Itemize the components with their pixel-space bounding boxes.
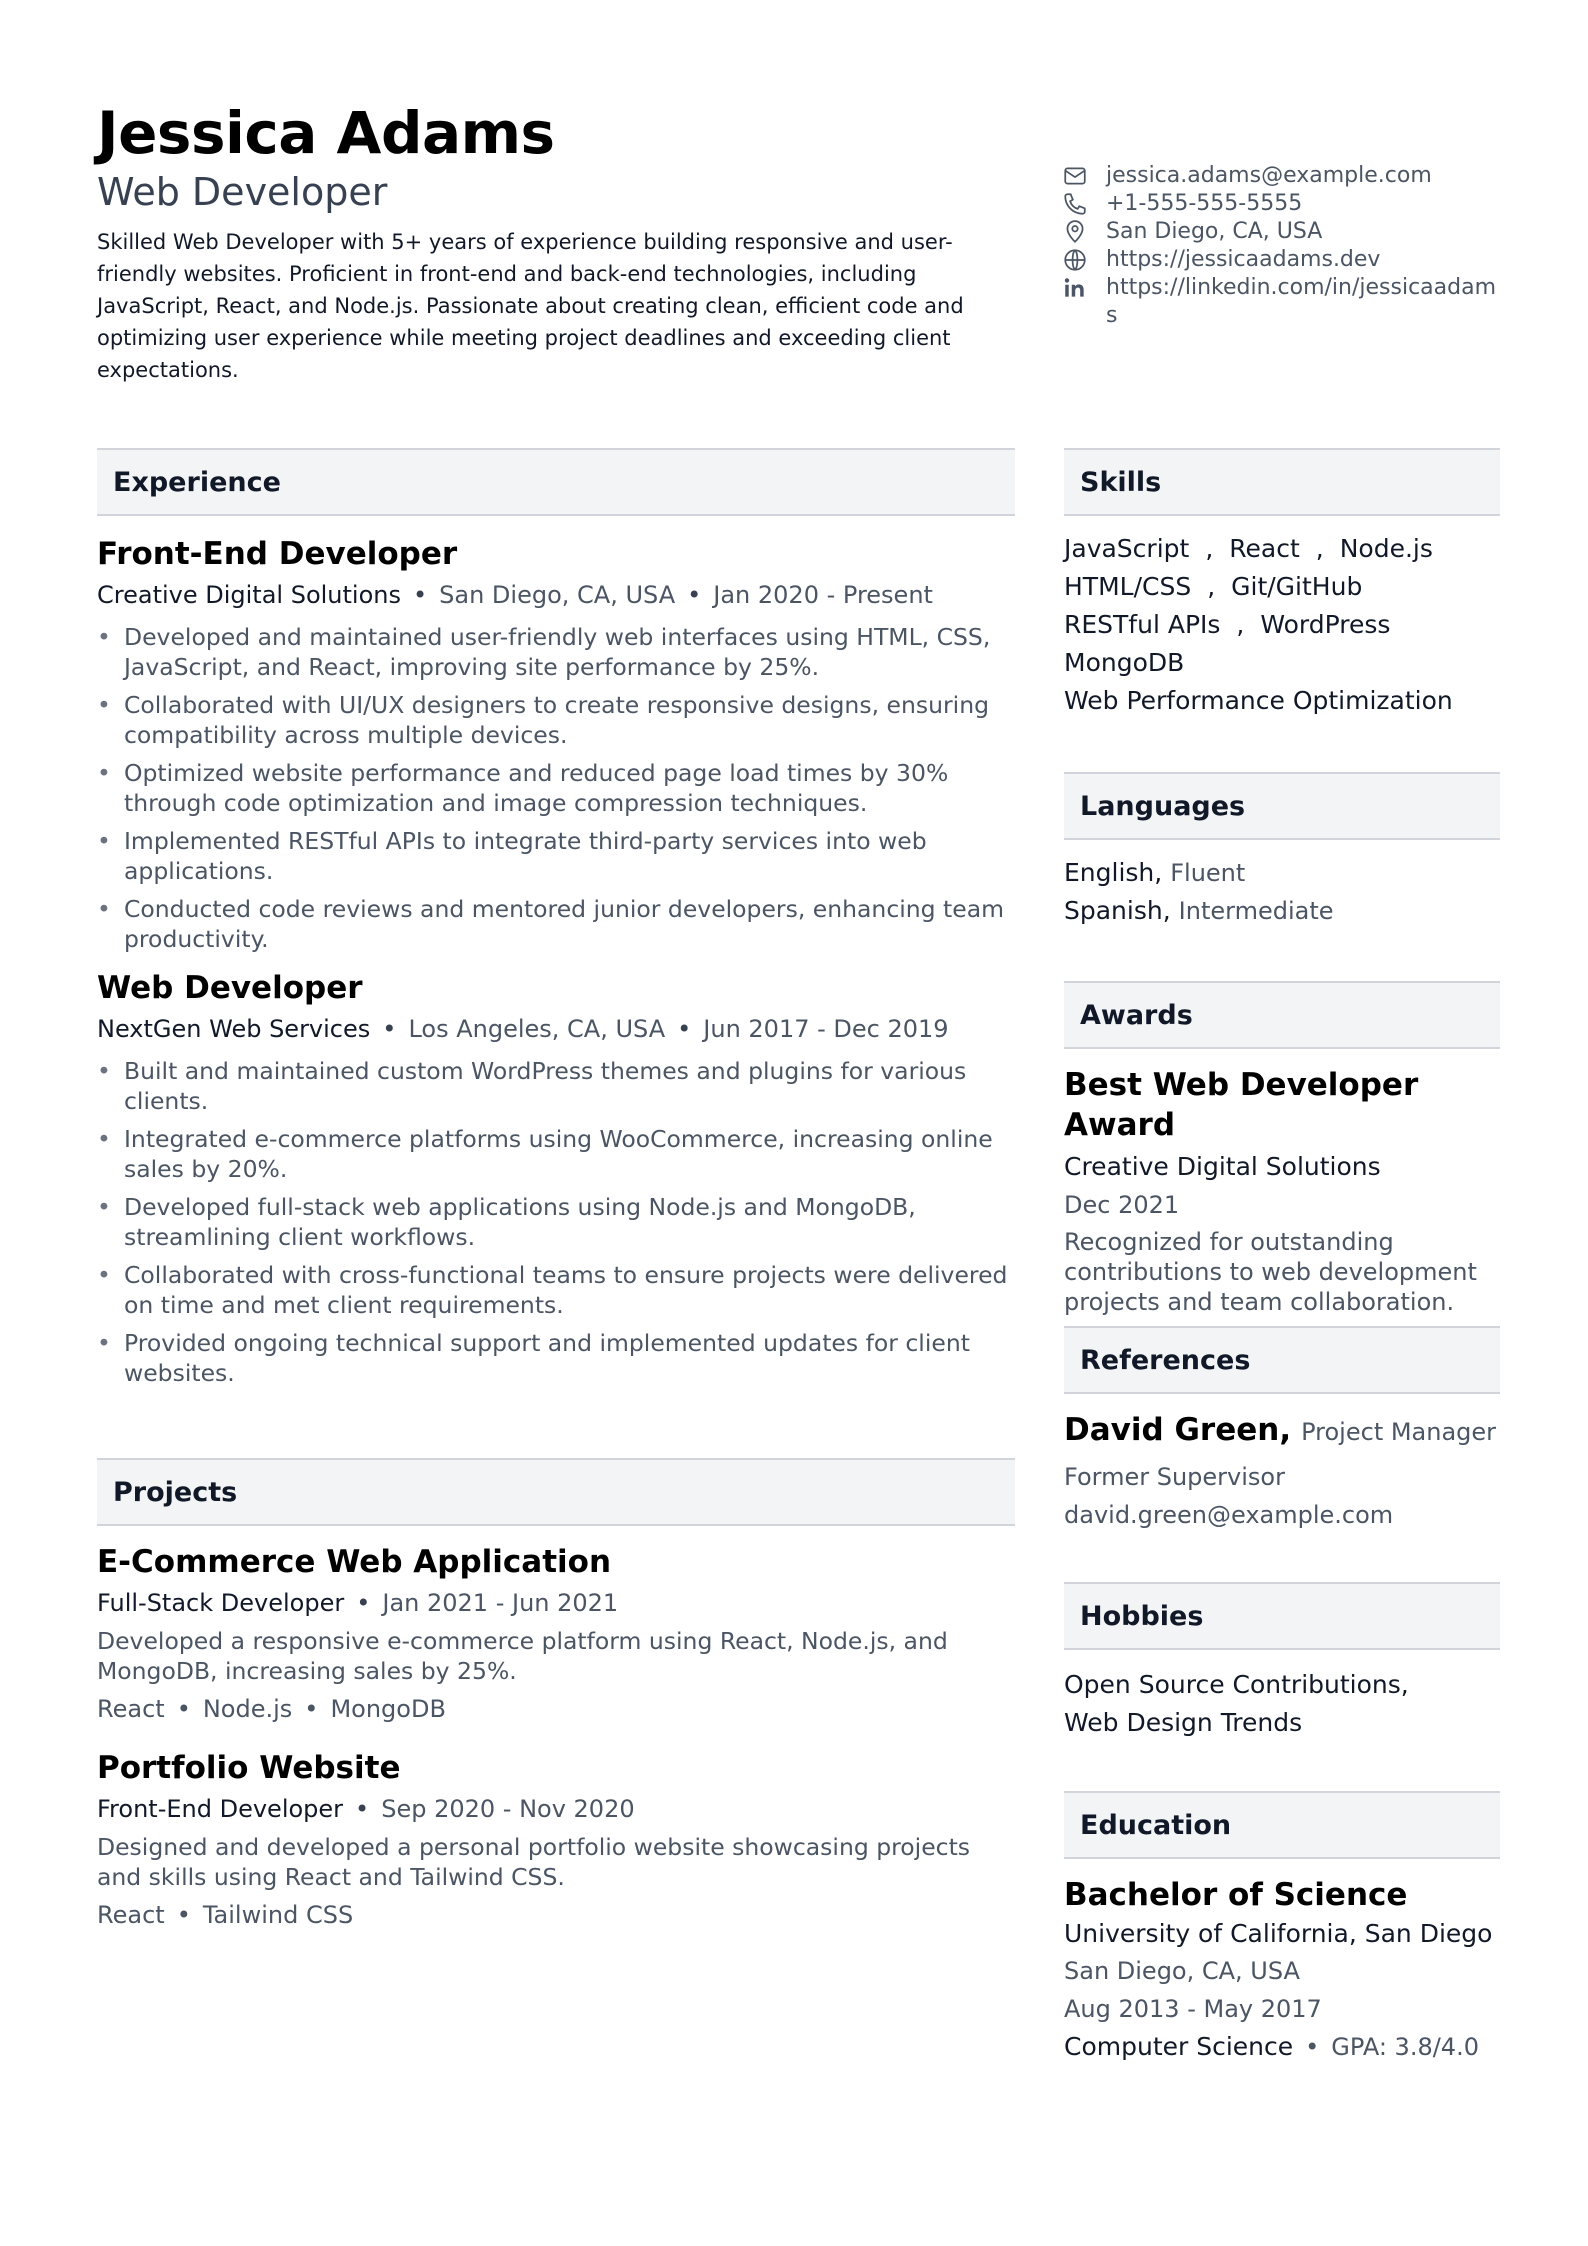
list-item: • Optimized website performance and reduced page load times by 30% through code optimization and image compression techniques. bbox=[97, 758, 1015, 818]
job-dates: Jan 2020 - Present bbox=[713, 581, 933, 609]
project-dates: Jan 2021 - Jun 2021 bbox=[382, 1589, 619, 1617]
education-degree: Bachelor of Science bbox=[1064, 1877, 1408, 1913]
experience-heading: Experience bbox=[97, 448, 1015, 516]
project-role: Full-Stack Developer bbox=[97, 1589, 345, 1617]
contact-website[interactable] bbox=[1062, 246, 1502, 274]
skills-heading: Skills bbox=[1064, 448, 1500, 516]
hobbies-section bbox=[1064, 1582, 1500, 1742]
skill-item: WordPress bbox=[1260, 610, 1391, 639]
project-tag: React bbox=[97, 1695, 165, 1723]
award-entry bbox=[1064, 1065, 1500, 1317]
list-item bbox=[1064, 606, 1500, 644]
list-item bbox=[1064, 682, 1500, 720]
contact-block bbox=[1062, 162, 1502, 330]
contact-phone-text: +1-555-555-5555 bbox=[1106, 191, 1303, 216]
skill-item: MongoDB bbox=[1064, 648, 1185, 677]
skill-separator: , bbox=[1236, 610, 1245, 639]
contact-location bbox=[1062, 218, 1502, 246]
project-tag: React bbox=[97, 1901, 165, 1929]
skill-item: Node.js bbox=[1339, 534, 1433, 563]
contact-email[interactable] bbox=[1062, 162, 1502, 190]
project-tags: React • Node.js • MongoDB bbox=[97, 1695, 446, 1723]
education-section bbox=[1064, 1791, 1500, 2066]
reference-position: Project Manager bbox=[1301, 1418, 1497, 1446]
list-item bbox=[1064, 892, 1500, 930]
list-item: • Collaborated with cross-functional teams to ensure projects were delivered on time and met client requirements. bbox=[97, 1260, 1015, 1320]
languages-heading: Languages bbox=[1064, 772, 1500, 840]
contact-email-text: jessica.adams@example.com bbox=[1106, 163, 1432, 188]
skill-item: Git/GitHub bbox=[1231, 572, 1363, 601]
awards-section bbox=[1064, 981, 1500, 1317]
contact-phone[interactable] bbox=[1062, 190, 1502, 218]
project-description: Designed and developed a personal portfolio website showcasing projects and skills using React and Tailwind CSS. bbox=[97, 1833, 971, 1891]
reference-relation: Former Supervisor bbox=[1064, 1463, 1285, 1491]
language-level: Fluent bbox=[1170, 859, 1246, 887]
list-item: • Integrated e-commerce platforms using WooCommerce, increasing online sales by 20%. bbox=[97, 1124, 1015, 1184]
languages-section bbox=[1064, 772, 1500, 930]
project-entry bbox=[97, 1748, 1015, 1932]
awards-heading: Awards bbox=[1064, 981, 1500, 1049]
education-entry bbox=[1064, 1875, 1500, 2066]
list-item: • Collaborated with UI/UX designers to create responsive designs, ensuring compatibility across multiple devices. bbox=[97, 690, 1015, 750]
list-item: • Developed and maintained user-friendly web interfaces using HTML, CSS, JavaScript, and React, improving site performance by 25%. bbox=[97, 622, 1015, 682]
experience-section bbox=[97, 448, 1015, 1396]
language-name: Spanish, bbox=[1064, 896, 1171, 925]
reference-name: David Green, bbox=[1064, 1412, 1292, 1448]
education-gpa: GPA: 3.8/4.0 bbox=[1331, 2033, 1479, 2061]
list-item: • Developed full-stack web applications using Node.js and MongoDB, streamlining client workflows. bbox=[97, 1192, 1015, 1252]
list-item bbox=[1064, 530, 1500, 568]
hobbies-list bbox=[1064, 1666, 1500, 1742]
list-item bbox=[1064, 644, 1500, 682]
linkedin-icon bbox=[1062, 274, 1092, 302]
candidate-role: Web Developer bbox=[97, 170, 388, 214]
skill-separator: , bbox=[1315, 534, 1324, 563]
skill-item: Web Performance Optimization bbox=[1064, 686, 1453, 715]
project-role: Front-End Developer bbox=[97, 1795, 344, 1823]
phone-icon bbox=[1062, 190, 1092, 218]
skill-separator: , bbox=[1205, 534, 1214, 563]
education-dates: Aug 2013 - May 2017 bbox=[1064, 1995, 1322, 2023]
hobbies-heading: Hobbies bbox=[1064, 1582, 1500, 1650]
job-bullets bbox=[97, 1056, 1015, 1388]
job-meta: NextGen Web Services • Los Angeles, CA, USA • Jun 2017 - Dec 2019 bbox=[97, 1015, 949, 1043]
award-description: Recognized for outstanding contributions to web development projects and team collaboration. bbox=[1064, 1228, 1477, 1316]
contact-linkedin[interactable] bbox=[1062, 274, 1502, 330]
list-item: • Built and maintained custom WordPress themes and plugins for various clients. bbox=[97, 1056, 1015, 1116]
job-bullets bbox=[97, 622, 1015, 954]
list-item: • Provided ongoing technical support and implemented updates for client websites. bbox=[97, 1328, 1015, 1388]
languages-list bbox=[1064, 854, 1500, 930]
mail-icon bbox=[1062, 162, 1092, 190]
education-school: University of California, San Diego bbox=[1064, 1919, 1493, 1948]
list-item: • Conducted code reviews and mentored junior developers, enhancing team productivity. bbox=[97, 894, 1015, 954]
skill-item: React bbox=[1229, 534, 1300, 563]
candidate-name: Jessica Adams bbox=[97, 99, 555, 167]
list-item: Open Source Contributions, bbox=[1064, 1670, 1409, 1699]
list-item: Web Design Trends bbox=[1064, 1708, 1303, 1737]
education-field-row: Computer Science • GPA: 3.8/4.0 bbox=[1064, 2032, 1479, 2061]
projects-section bbox=[97, 1458, 1015, 1932]
summary-text: Skilled Web Developer with 5+ years of experience building responsive and user-friendly websites. Proficient in front-end and back-end technologies, including JavaScript, React, and Node.js. Passionate about creating clean, efficient code and optimizing user experience while meeting project deadlines and exceeding client expectations. bbox=[97, 230, 964, 382]
list-item bbox=[1064, 854, 1500, 892]
project-title: Portfolio Website bbox=[97, 1750, 401, 1786]
job-dates: Jun 2017 - Dec 2019 bbox=[703, 1015, 949, 1043]
language-name: English, bbox=[1064, 858, 1163, 887]
project-tag: MongoDB bbox=[330, 1695, 446, 1723]
reference-entry bbox=[1064, 1410, 1500, 1531]
job-company: Creative Digital Solutions bbox=[97, 581, 401, 609]
references-section bbox=[1064, 1326, 1500, 1531]
job-location: San Diego, CA, USA bbox=[439, 581, 676, 609]
project-meta: Front-End Developer • Sep 2020 - Nov 2020 bbox=[97, 1795, 635, 1823]
references-heading: References bbox=[1064, 1326, 1500, 1394]
award-issuer: Creative Digital Solutions bbox=[1064, 1152, 1381, 1181]
job-title: Front-End Developer bbox=[97, 536, 458, 572]
skill-item: JavaScript bbox=[1064, 534, 1190, 563]
project-entry bbox=[97, 1542, 1015, 1726]
skill-item: HTML/CSS bbox=[1064, 572, 1192, 601]
job-entry bbox=[97, 968, 1015, 1388]
award-date: Dec 2021 bbox=[1064, 1191, 1180, 1219]
job-entry bbox=[97, 534, 1015, 954]
job-company: NextGen Web Services bbox=[97, 1015, 371, 1043]
skill-item: RESTful APIs bbox=[1064, 610, 1221, 639]
contact-website-link[interactable]: https://jessicaadams.dev bbox=[1106, 247, 1381, 272]
award-title: Best Web Developer Award bbox=[1064, 1067, 1419, 1143]
skills-list bbox=[1064, 530, 1500, 720]
project-dates: Sep 2020 - Nov 2020 bbox=[381, 1795, 635, 1823]
project-tag: Node.js bbox=[202, 1695, 293, 1723]
education-location: San Diego, CA, USA bbox=[1064, 1957, 1300, 1985]
location-pin-icon bbox=[1062, 218, 1092, 246]
list-item: • Implemented RESTful APIs to integrate third-party services into web applications. bbox=[97, 826, 1015, 886]
project-description: Developed a responsive e-commerce platform using React, Node.js, and MongoDB, increasing sales by 25%. bbox=[97, 1627, 948, 1685]
projects-heading: Projects bbox=[97, 1458, 1015, 1526]
project-tags: React • Tailwind CSS bbox=[97, 1901, 354, 1929]
skills-section bbox=[1064, 448, 1500, 720]
education-field: Computer Science bbox=[1064, 2032, 1294, 2061]
job-location: Los Angeles, CA, USA bbox=[408, 1015, 666, 1043]
job-title: Web Developer bbox=[97, 970, 363, 1006]
job-meta: Creative Digital Solutions • San Diego, CA, USA • Jan 2020 - Present bbox=[97, 581, 933, 609]
project-meta: Full-Stack Developer • Jan 2021 - Jun 2021 bbox=[97, 1589, 619, 1617]
contact-linkedin-link[interactable]: https://linkedin.com/in/jessicaadams bbox=[1106, 275, 1497, 328]
globe-icon bbox=[1062, 246, 1092, 274]
language-level: Intermediate bbox=[1178, 897, 1334, 925]
skill-separator: , bbox=[1207, 572, 1216, 601]
resume-header bbox=[97, 98, 1017, 386]
reference-header bbox=[1064, 1410, 1500, 1455]
contact-location-text: San Diego, CA, USA bbox=[1106, 219, 1323, 244]
project-tag: Tailwind CSS bbox=[202, 1901, 354, 1929]
list-item bbox=[1064, 568, 1500, 606]
project-title: E-Commerce Web Application bbox=[97, 1544, 612, 1580]
education-heading: Education bbox=[1064, 1791, 1500, 1859]
reference-email[interactable]: david.green@example.com bbox=[1064, 1501, 1394, 1529]
